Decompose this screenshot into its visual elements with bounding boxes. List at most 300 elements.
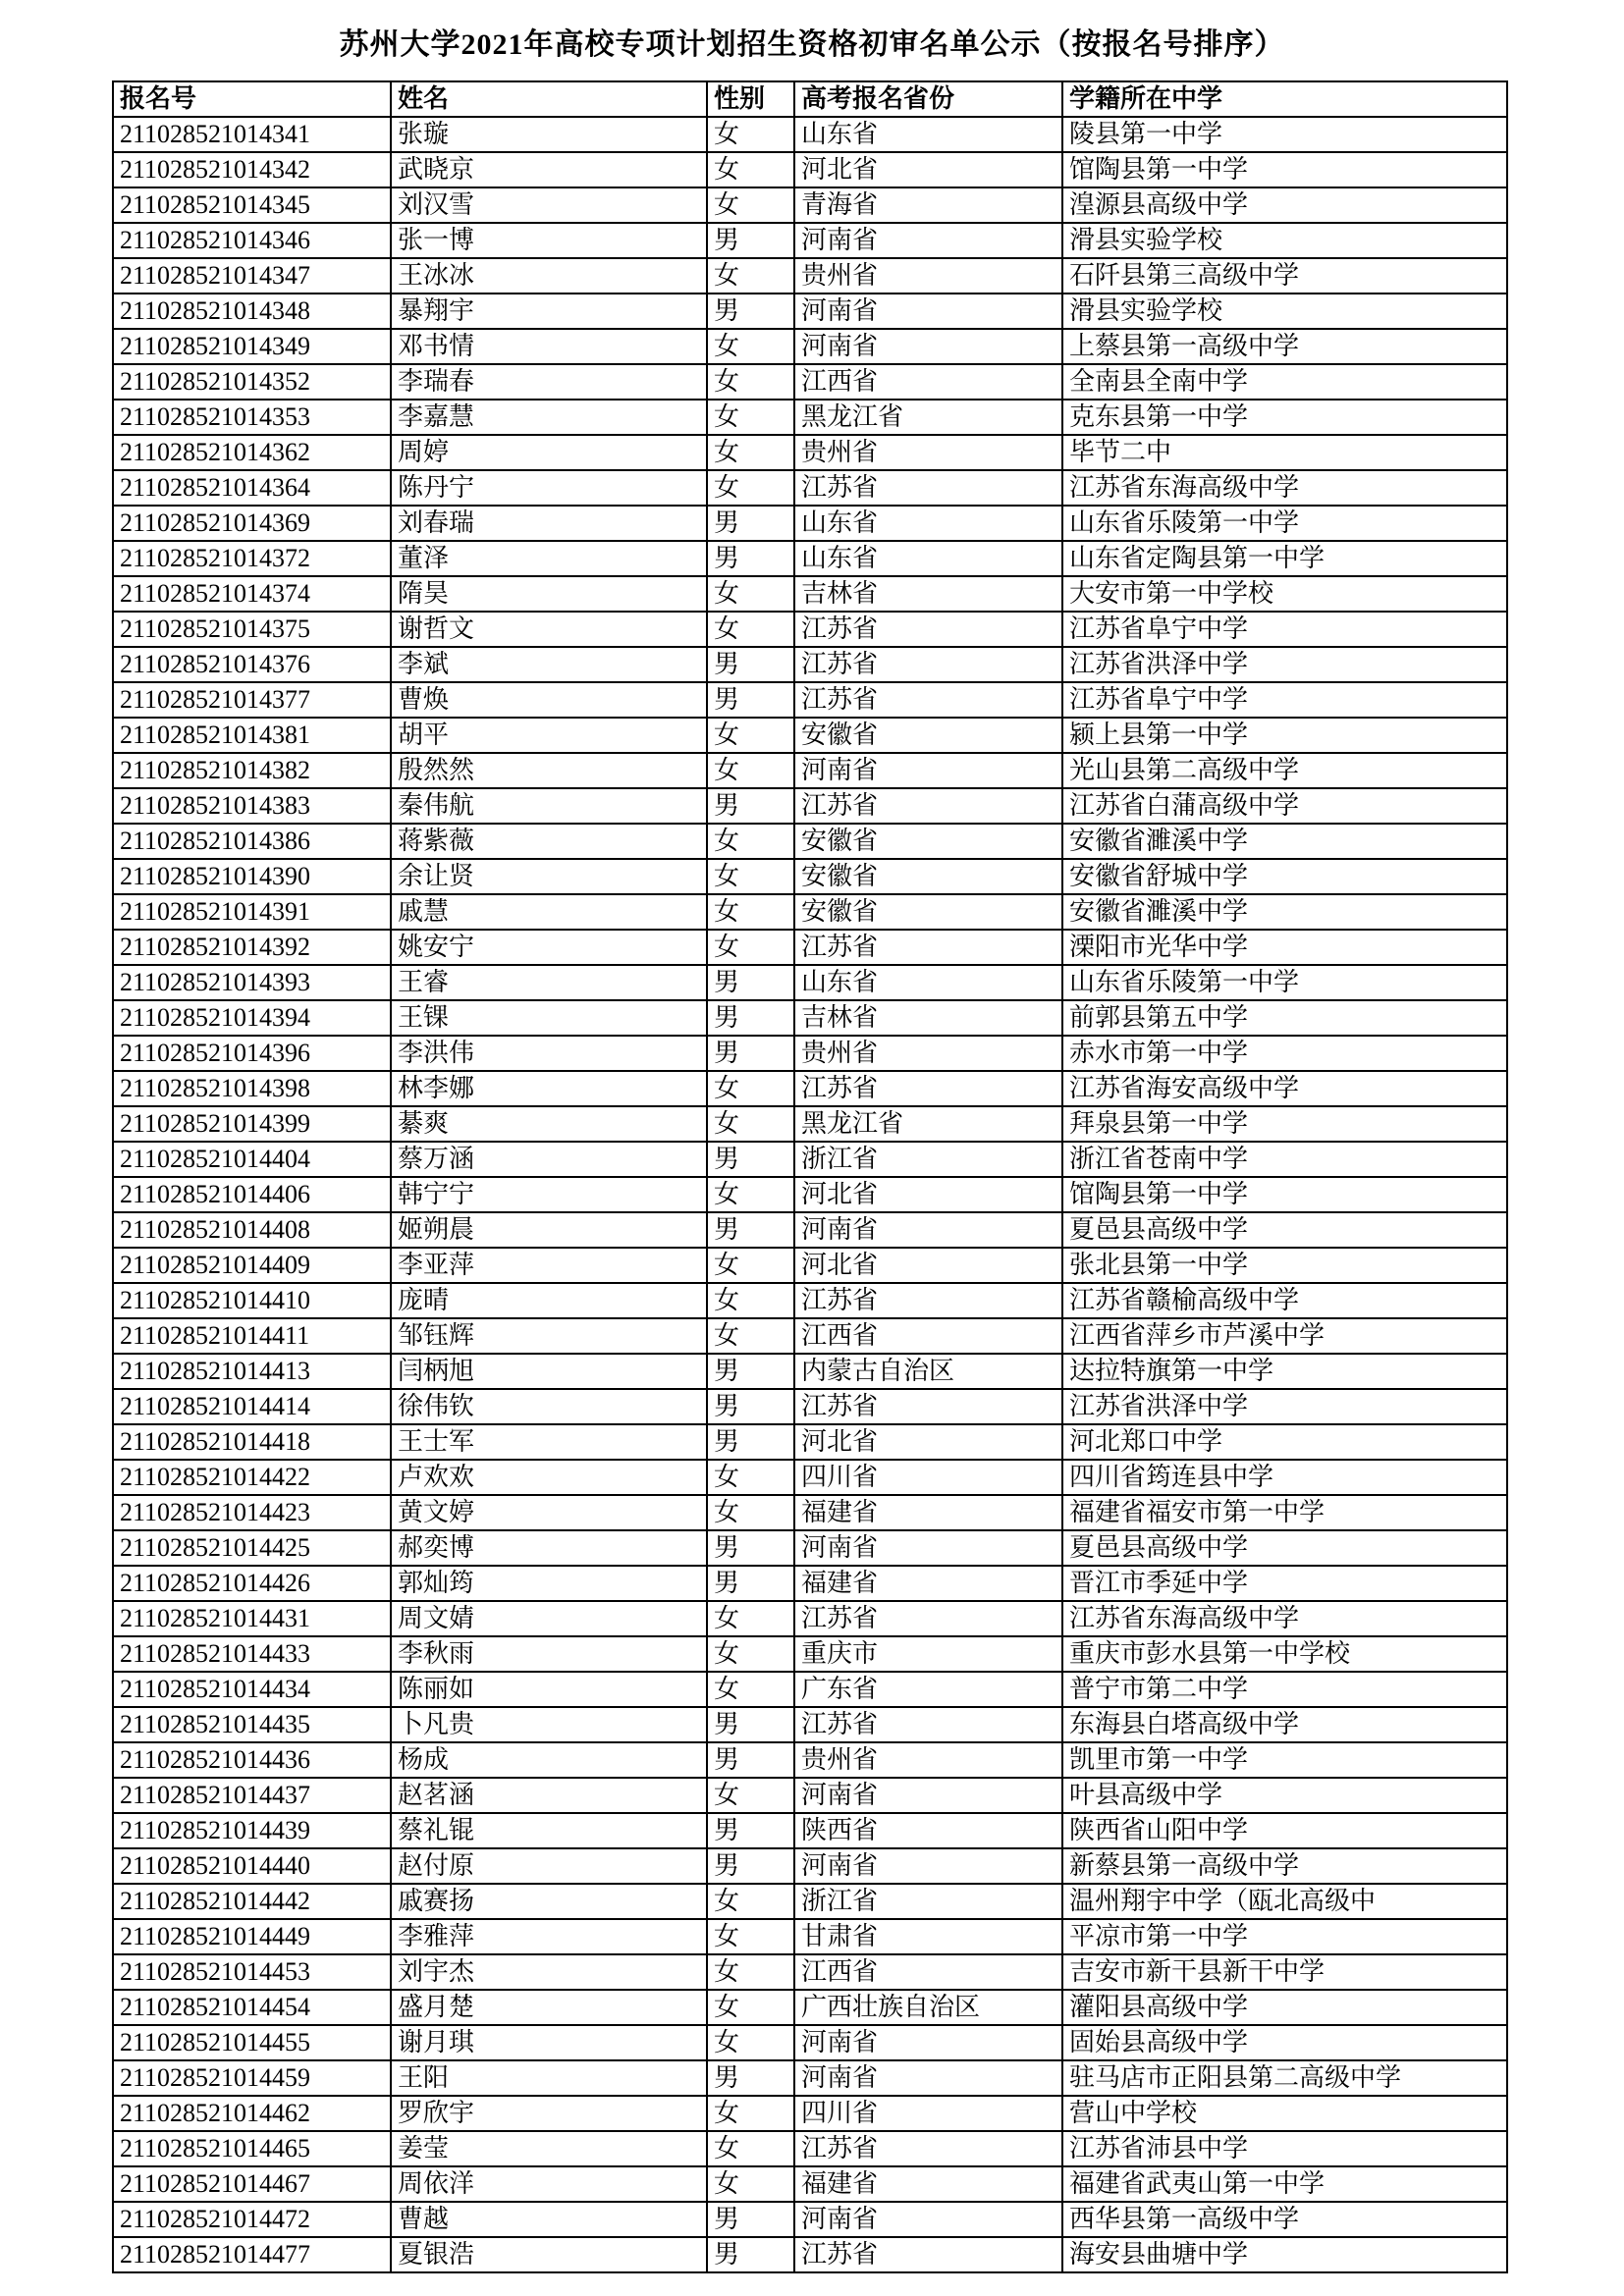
cell-reg-no: 211028521014399 [113,1106,391,1142]
cell-school: 滑县实验学校 [1062,294,1507,329]
cell-name: 邹钰辉 [391,1318,707,1354]
table-row [113,1495,1507,1530]
cell-school: 江苏省赣榆高级中学 [1062,1283,1507,1318]
table-row [113,1000,1507,1036]
table-row [113,930,1507,965]
cell-name: 隋昊 [391,576,707,612]
cell-gender: 女 [707,1106,794,1142]
cell-reg-no: 211028521014341 [113,117,391,152]
cell-school: 海安县曲塘中学 [1062,2237,1507,2272]
cell-gender: 男 [707,965,794,1000]
cell-gender: 男 [707,541,794,576]
cell-reg-no: 211028521014377 [113,682,391,718]
cell-name: 卢欢欢 [391,1460,707,1495]
cell-gender: 女 [707,2096,794,2131]
cell-province: 江苏省 [794,1707,1062,1742]
cell-name: 董泽 [391,541,707,576]
cell-province: 江苏省 [794,2237,1062,2272]
cell-school: 江苏省洪泽中学 [1062,647,1507,682]
table-row [113,117,1507,152]
cell-gender: 女 [707,894,794,930]
cell-name: 姚安宁 [391,930,707,965]
cell-gender: 女 [707,718,794,753]
cell-reg-no: 211028521014346 [113,223,391,258]
cell-name: 王睿 [391,965,707,1000]
cell-reg-no: 211028521014353 [113,400,391,435]
cell-name: 黄文婷 [391,1495,707,1530]
cell-gender: 女 [707,576,794,612]
column-header-province: 高考报名省份 [794,81,1062,117]
cell-gender: 女 [707,1778,794,1813]
table-row [113,470,1507,506]
cell-gender: 女 [707,117,794,152]
cell-province: 河北省 [794,1248,1062,1283]
cell-province: 贵州省 [794,258,1062,294]
cell-reg-no: 211028521014423 [113,1495,391,1530]
cell-name: 胡平 [391,718,707,753]
cell-school: 温州翔宇中学（瓯北高级中 [1062,1884,1507,1919]
table-row [113,1071,1507,1106]
cell-school: 上蔡县第一高级中学 [1062,329,1507,364]
cell-province: 江苏省 [794,1601,1062,1636]
cell-province: 江苏省 [794,682,1062,718]
cell-gender: 女 [707,1636,794,1672]
cell-school: 四川省筠连县中学 [1062,1460,1507,1495]
cell-school: 山东省乐陵第一中学 [1062,506,1507,541]
cell-name: 张一博 [391,223,707,258]
cell-gender: 男 [707,1389,794,1424]
table-row [113,1354,1507,1389]
cell-province: 安徽省 [794,718,1062,753]
cell-gender: 女 [707,824,794,859]
cell-gender: 男 [707,1742,794,1778]
cell-school: 石阡县第三高级中学 [1062,258,1507,294]
cell-school: 张北县第一中学 [1062,1248,1507,1283]
cell-name: 盛月楚 [391,1990,707,2025]
table-row [113,294,1507,329]
cell-gender: 女 [707,1318,794,1354]
cell-province: 浙江省 [794,1884,1062,1919]
table-row [113,1424,1507,1460]
cell-name: 王阳 [391,2060,707,2096]
cell-reg-no: 211028521014372 [113,541,391,576]
cell-province: 吉林省 [794,1000,1062,1036]
cell-school: 江苏省沛县中学 [1062,2131,1507,2166]
cell-gender: 女 [707,2025,794,2060]
cell-province: 河南省 [794,1212,1062,1248]
cell-name: 曹焕 [391,682,707,718]
table-row [113,1778,1507,1813]
cell-reg-no: 211028521014472 [113,2202,391,2237]
cell-province: 山东省 [794,506,1062,541]
table-row [113,1672,1507,1707]
cell-gender: 女 [707,435,794,470]
cell-name: 姜莹 [391,2131,707,2166]
cell-reg-no: 211028521014362 [113,435,391,470]
cell-name: 暴翔宇 [391,294,707,329]
cell-school: 大安市第一中学校 [1062,576,1507,612]
table-row [113,1954,1507,1990]
cell-reg-no: 211028521014375 [113,612,391,647]
cell-school: 普宁市第二中学 [1062,1672,1507,1707]
cell-reg-no: 211028521014364 [113,470,391,506]
applicant-table [112,80,1508,2273]
table-row [113,400,1507,435]
cell-school: 驻马店市正阳县第二高级中学 [1062,2060,1507,2096]
cell-school: 固始县高级中学 [1062,2025,1507,2060]
cell-name: 刘汉雪 [391,187,707,223]
table-row [113,506,1507,541]
cell-province: 四川省 [794,1460,1062,1495]
cell-province: 贵州省 [794,435,1062,470]
cell-reg-no: 211028521014342 [113,152,391,187]
table-row [113,2202,1507,2237]
cell-reg-no: 211028521014410 [113,1283,391,1318]
cell-reg-no: 211028521014434 [113,1672,391,1707]
cell-gender: 女 [707,258,794,294]
cell-school: 陵县第一中学 [1062,117,1507,152]
cell-province: 江苏省 [794,647,1062,682]
cell-gender: 男 [707,223,794,258]
cell-reg-no: 211028521014431 [113,1601,391,1636]
cell-school: 福建省武夷山第一中学 [1062,2166,1507,2202]
cell-school: 拜泉县第一中学 [1062,1106,1507,1142]
cell-reg-no: 211028521014369 [113,506,391,541]
cell-gender: 男 [707,788,794,824]
cell-province: 河南省 [794,294,1062,329]
cell-name: 谢哲文 [391,612,707,647]
cell-province: 贵州省 [794,1742,1062,1778]
cell-name: 戚慧 [391,894,707,930]
cell-reg-no: 211028521014409 [113,1248,391,1283]
cell-name: 李秋雨 [391,1636,707,1672]
cell-school: 江苏省海安高级中学 [1062,1071,1507,1106]
table-row [113,1813,1507,1848]
cell-school: 江西省萍乡市芦溪中学 [1062,1318,1507,1354]
cell-school: 全南县全南中学 [1062,364,1507,400]
cell-province: 河南省 [794,2025,1062,2060]
column-header-reg-no: 报名号 [113,81,391,117]
cell-reg-no: 211028521014433 [113,1636,391,1672]
cell-province: 江苏省 [794,1389,1062,1424]
cell-reg-no: 211028521014408 [113,1212,391,1248]
cell-school: 江苏省东海高级中学 [1062,1601,1507,1636]
cell-school: 晋江市季延中学 [1062,1566,1507,1601]
cell-gender: 女 [707,364,794,400]
cell-school: 馆陶县第一中学 [1062,1177,1507,1212]
cell-province: 山东省 [794,965,1062,1000]
cell-gender: 女 [707,1495,794,1530]
cell-reg-no: 211028521014411 [113,1318,391,1354]
table-row [113,2166,1507,2202]
cell-province: 安徽省 [794,824,1062,859]
cell-reg-no: 211028521014462 [113,2096,391,2131]
cell-school: 东海县白塔高级中学 [1062,1707,1507,1742]
table-row [113,223,1507,258]
cell-province: 江苏省 [794,2131,1062,2166]
table-row [113,824,1507,859]
cell-province: 贵州省 [794,1036,1062,1071]
cell-gender: 男 [707,1848,794,1884]
table-row [113,894,1507,930]
cell-province: 黑龙江省 [794,1106,1062,1142]
cell-gender: 男 [707,1000,794,1036]
cell-reg-no: 211028521014394 [113,1000,391,1036]
cell-gender: 女 [707,753,794,788]
cell-name: 周文婧 [391,1601,707,1636]
cell-name: 秦伟航 [391,788,707,824]
table-row [113,1283,1507,1318]
cell-school: 夏邑县高级中学 [1062,1212,1507,1248]
cell-reg-no: 211028521014414 [113,1389,391,1424]
cell-name: 刘春瑞 [391,506,707,541]
cell-reg-no: 211028521014455 [113,2025,391,2060]
cell-gender: 女 [707,1460,794,1495]
cell-gender: 女 [707,2166,794,2202]
table-row [113,788,1507,824]
cell-reg-no: 211028521014376 [113,647,391,682]
cell-gender: 男 [707,1707,794,1742]
cell-province: 江西省 [794,1318,1062,1354]
cell-reg-no: 211028521014422 [113,1460,391,1495]
cell-name: 韩宁宁 [391,1177,707,1212]
cell-gender: 男 [707,1566,794,1601]
cell-name: 闫柄旭 [391,1354,707,1389]
cell-reg-no: 211028521014440 [113,1848,391,1884]
cell-reg-no: 211028521014413 [113,1354,391,1389]
cell-school: 江苏省洪泽中学 [1062,1389,1507,1424]
cell-province: 河南省 [794,1778,1062,1813]
table-row [113,718,1507,753]
cell-school: 江苏省阜宁中学 [1062,612,1507,647]
cell-gender: 男 [707,1212,794,1248]
cell-province: 江苏省 [794,1071,1062,1106]
table-row [113,965,1507,1000]
cell-name: 罗欣宇 [391,2096,707,2131]
cell-school: 营山中学校 [1062,2096,1507,2131]
cell-name: 姬朔晨 [391,1212,707,1248]
cell-reg-no: 211028521014348 [113,294,391,329]
cell-province: 山东省 [794,117,1062,152]
cell-name: 綦爽 [391,1106,707,1142]
cell-reg-no: 211028521014406 [113,1177,391,1212]
cell-name: 刘宇杰 [391,1954,707,1990]
cell-gender: 男 [707,1424,794,1460]
cell-name: 陈丽如 [391,1672,707,1707]
page-title: 苏州大学2021年高校专项计划招生资格初审名单公示（按报名号排序） [339,28,1285,61]
cell-reg-no: 211028521014454 [113,1990,391,2025]
cell-name: 蒋紫薇 [391,824,707,859]
cell-name: 郭灿筠 [391,1566,707,1601]
table-row [113,1530,1507,1566]
cell-name: 谢月琪 [391,2025,707,2060]
cell-province: 河南省 [794,2060,1062,2096]
cell-school: 江苏省阜宁中学 [1062,682,1507,718]
cell-province: 江苏省 [794,470,1062,506]
cell-name: 李亚萍 [391,1248,707,1283]
cell-name: 徐伟钦 [391,1389,707,1424]
cell-gender: 女 [707,1601,794,1636]
cell-reg-no: 211028521014396 [113,1036,391,1071]
cell-gender: 女 [707,187,794,223]
cell-name: 庞晴 [391,1283,707,1318]
table-row [113,2237,1507,2272]
cell-name: 戚赛扬 [391,1884,707,1919]
cell-gender: 女 [707,470,794,506]
cell-province: 江苏省 [794,1283,1062,1318]
cell-gender: 女 [707,859,794,894]
cell-school: 浙江省苍南中学 [1062,1142,1507,1177]
cell-province: 江苏省 [794,788,1062,824]
cell-gender: 女 [707,329,794,364]
cell-province: 江西省 [794,364,1062,400]
cell-reg-no: 211028521014437 [113,1778,391,1813]
cell-province: 河南省 [794,753,1062,788]
cell-name: 王锞 [391,1000,707,1036]
table-row [113,1884,1507,1919]
cell-name: 卜凡贵 [391,1707,707,1742]
cell-province: 江苏省 [794,930,1062,965]
cell-province: 河北省 [794,152,1062,187]
cell-school: 夏邑县高级中学 [1062,1530,1507,1566]
cell-school: 前郭县第五中学 [1062,1000,1507,1036]
cell-school: 颍上县第一中学 [1062,718,1507,753]
table-row [113,1318,1507,1354]
cell-reg-no: 211028521014392 [113,930,391,965]
cell-name: 李瑞春 [391,364,707,400]
cell-name: 蔡万涵 [391,1142,707,1177]
cell-gender: 女 [707,2131,794,2166]
cell-name: 邓书情 [391,329,707,364]
table-row [113,859,1507,894]
cell-province: 重庆市 [794,1636,1062,1672]
cell-school: 叶县高级中学 [1062,1778,1507,1813]
cell-province: 青海省 [794,187,1062,223]
table-row [113,1036,1507,1071]
cell-name: 蔡礼锟 [391,1813,707,1848]
cell-province: 福建省 [794,2166,1062,2202]
cell-reg-no: 211028521014435 [113,1707,391,1742]
cell-name: 林李娜 [391,1071,707,1106]
cell-gender: 男 [707,682,794,718]
cell-reg-no: 211028521014381 [113,718,391,753]
cell-reg-no: 211028521014349 [113,329,391,364]
cell-reg-no: 211028521014347 [113,258,391,294]
cell-province: 河南省 [794,1848,1062,1884]
cell-name: 杨成 [391,1742,707,1778]
cell-school: 吉安市新干县新干中学 [1062,1954,1507,1990]
cell-reg-no: 211028521014383 [113,788,391,824]
cell-reg-no: 211028521014465 [113,2131,391,2166]
header-row [113,81,1507,117]
cell-reg-no: 211028521014390 [113,859,391,894]
table-row [113,2096,1507,2131]
table-row [113,1212,1507,1248]
table-row [113,1848,1507,1884]
cell-name: 周婷 [391,435,707,470]
table-row [113,1142,1507,1177]
cell-gender: 女 [707,1919,794,1954]
table-row [113,1248,1507,1283]
cell-school: 安徽省舒城中学 [1062,859,1507,894]
cell-gender: 女 [707,400,794,435]
column-header-name: 姓名 [391,81,707,117]
cell-name: 曹越 [391,2202,707,2237]
cell-reg-no: 211028521014477 [113,2237,391,2272]
cell-province: 甘肃省 [794,1919,1062,1954]
cell-name: 周依洋 [391,2166,707,2202]
cell-school: 福建省福安市第一中学 [1062,1495,1507,1530]
table-header [113,81,1507,117]
cell-reg-no: 211028521014439 [113,1813,391,1848]
cell-gender: 男 [707,647,794,682]
cell-name: 赵付原 [391,1848,707,1884]
cell-reg-no: 211028521014404 [113,1142,391,1177]
cell-reg-no: 211028521014382 [113,753,391,788]
cell-reg-no: 211028521014374 [113,576,391,612]
cell-name: 李斌 [391,647,707,682]
cell-province: 黑龙江省 [794,400,1062,435]
cell-school: 陕西省山阳中学 [1062,1813,1507,1848]
table-row [113,1106,1507,1142]
cell-gender: 男 [707,2060,794,2096]
table-body [113,117,1507,2272]
cell-name: 郝奕博 [391,1530,707,1566]
cell-gender: 女 [707,930,794,965]
column-header-school: 学籍所在中学 [1062,81,1507,117]
cell-school: 湟源县高级中学 [1062,187,1507,223]
cell-name: 张璇 [391,117,707,152]
cell-reg-no: 211028521014393 [113,965,391,1000]
table-row [113,1742,1507,1778]
cell-school: 溧阳市光华中学 [1062,930,1507,965]
table-row [113,682,1507,718]
cell-school: 重庆市彭水县第一中学校 [1062,1636,1507,1672]
table-row [113,612,1507,647]
cell-province: 江苏省 [794,612,1062,647]
cell-gender: 男 [707,1036,794,1071]
cell-province: 福建省 [794,1495,1062,1530]
cell-reg-no: 211028521014345 [113,187,391,223]
cell-gender: 女 [707,1283,794,1318]
table-row [113,329,1507,364]
cell-province: 河南省 [794,329,1062,364]
cell-province: 河南省 [794,223,1062,258]
cell-gender: 男 [707,2202,794,2237]
cell-gender: 女 [707,1071,794,1106]
cell-province: 河北省 [794,1177,1062,1212]
cell-gender: 男 [707,1813,794,1848]
cell-gender: 女 [707,152,794,187]
table-row [113,152,1507,187]
table-row [113,2131,1507,2166]
cell-school: 光山县第二高级中学 [1062,753,1507,788]
cell-school: 山东省乐陵第一中学 [1062,965,1507,1000]
cell-name: 王冰冰 [391,258,707,294]
cell-reg-no: 211028521014449 [113,1919,391,1954]
cell-province: 四川省 [794,2096,1062,2131]
cell-reg-no: 211028521014418 [113,1424,391,1460]
cell-gender: 女 [707,1672,794,1707]
cell-school: 江苏省白蒲高级中学 [1062,788,1507,824]
cell-school: 克东县第一中学 [1062,400,1507,435]
cell-school: 毕节二中 [1062,435,1507,470]
cell-school: 滑县实验学校 [1062,223,1507,258]
cell-province: 安徽省 [794,894,1062,930]
cell-reg-no: 211028521014442 [113,1884,391,1919]
cell-name: 陈丹宁 [391,470,707,506]
cell-reg-no: 211028521014352 [113,364,391,400]
